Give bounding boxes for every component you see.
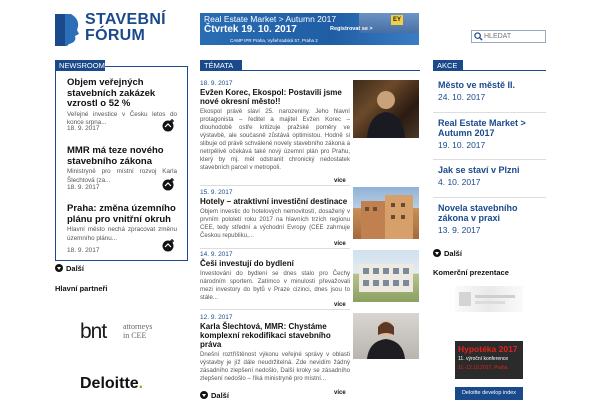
akce-more-link[interactable] [433, 248, 462, 258]
news-date: 18. 9. 2017 [67, 125, 100, 132]
article-text: Objem investic do hotelových nemovitostí, dosažený v prvním pololetí roku 2017 na hlavních trzích regionu CEE, tedy střední a východní Evropy (CEE zahrnuje Českou republiku,... [200, 208, 350, 239]
person-photo-icon [353, 313, 419, 359]
event-item[interactable] [438, 118, 548, 150]
article-text: Dnešní roztříštěnost výkonu veřejné správy v oblasti výstavby je jíž dále neudržitelná. Zde nevidím žádný zásadního zlepšení nedošlo, Další kroky se zásadního zlepšení nedošlo – říká ministryně pro místní... [200, 351, 350, 382]
hypoteka-title: Hypotéka 2017 [458, 344, 518, 354]
search-icon[interactable] [474, 32, 483, 41]
article[interactable] [200, 314, 350, 383]
news-text: Hlavní město nechá zpracovat změnu územního plánu... [67, 226, 177, 242]
temata-more-link[interactable] [200, 390, 229, 400]
newsroom-more-link[interactable] [55, 263, 84, 273]
more-label: Další [211, 391, 229, 400]
news-text: Veřejné investice v Česku letos do konce srpna... [67, 110, 177, 126]
article[interactable] [200, 189, 350, 240]
event-date: 13. 9. 2017 [438, 225, 481, 235]
bnt-logo-subtext-1: attorneys [123, 322, 153, 331]
event-title[interactable]: Real Estate Market > Autumn 2017 [438, 118, 526, 138]
banner-partner-logo: EY [392, 17, 401, 23]
header-banner[interactable] [200, 13, 419, 45]
chevron-down-icon [433, 249, 441, 257]
more-label: Další [444, 249, 462, 258]
event-divider [433, 159, 546, 160]
bnt-logo-subtext-2: in CEE [123, 331, 147, 340]
article-photo[interactable] [353, 187, 419, 239]
banner-venue: CAMP IPR Praha, Vyšehradská 57, Praha 2 [230, 38, 318, 43]
article-divider [200, 248, 350, 249]
banner-date: Čtvrtek 19. 10. 2017 [204, 24, 297, 35]
article-more-link[interactable]: více [334, 390, 346, 396]
search-box [471, 30, 546, 43]
akce-heading: AKCE [433, 60, 463, 71]
event-divider [433, 197, 546, 198]
logo-line1: STAVEBNÍ [85, 11, 166, 28]
article-text: Ekospol právě slaví 25. narozeniny. Jeho hlavní protagonista – ředitel a majitel Evžen Korec – dlouhodobě ostře kritizuje pražské poměry ve výstavbě, ale současně zůstává optimistou. Hodně si slibuje od právě schválené novely stavebního zákona a netrpělivě očekává také nový územní plán pro Prahu, který by mj. měl odstranit chronický nedostatek stavebních parcel v metropoli. [200, 108, 350, 171]
apartment-photo-icon [353, 250, 419, 302]
banner-title: Real Estate Market > Autumn 2017 [204, 14, 337, 24]
chevron-down-icon [200, 391, 208, 399]
article-date: 12. 9. 2017 [200, 314, 233, 321]
news-text: Ministryně pro místní rozvoj Karla Šlechtová (za... [67, 168, 177, 184]
article-more-link[interactable]: více [334, 178, 346, 184]
temata-divider [200, 70, 420, 71]
article-title[interactable]: Karla Šlechtová, MMR: Chystáme komplexní rekodifikaci stavebního práva [200, 322, 331, 349]
article[interactable] [200, 80, 350, 172]
article-date: 18. 9. 2017 [200, 80, 233, 87]
commercial-heading: Komerční prezentace [433, 268, 509, 277]
person-photo-icon [353, 80, 419, 138]
article-divider [200, 309, 350, 310]
promo-banner-1[interactable] [455, 286, 523, 312]
article-title[interactable]: Hotely – atraktivní investiční destinace [200, 197, 348, 206]
share-icon[interactable] [161, 177, 175, 191]
news-title[interactable]: Objem veřejných stavebních zakázek vzrostl o 52 % [67, 77, 156, 109]
event-date: 19. 10. 2017 [438, 140, 486, 150]
event-date: 24. 10. 2017 [438, 92, 486, 102]
bnt-logo-text: bnt [80, 320, 107, 343]
event-item[interactable] [438, 165, 548, 187]
article-more-link[interactable]: více [334, 241, 346, 247]
event-item[interactable] [438, 80, 548, 102]
hypoteka-subtitle: 11. výroční konference [458, 356, 509, 362]
event-title[interactable]: Město ve městě II. [438, 80, 516, 90]
chevron-down-icon [55, 264, 63, 272]
deloitte-index-banner[interactable]: Deloitte develop index [455, 387, 523, 400]
banner-register[interactable]: Registrovat se > [330, 26, 373, 32]
deloitte-logo-text: Deloitte [80, 375, 139, 392]
article-title[interactable]: Evžen Korec, Ekospol: Postavili jsme nové okresní město!! [200, 88, 342, 106]
hypoteka-banner[interactable] [455, 341, 523, 379]
article-photo[interactable] [353, 250, 419, 302]
search-input[interactable] [484, 31, 544, 42]
article-date: 14. 9. 2017 [200, 251, 233, 258]
news-title[interactable]: MMR má teze nového stavebního zákona [67, 145, 164, 167]
event-title[interactable]: Jak se staví v Plzni [438, 165, 520, 175]
temata-heading: TÉMATA [200, 60, 242, 71]
newsroom-heading: NEWSROOM [55, 60, 105, 71]
bnt-logo-subtext [123, 322, 152, 340]
deloitte-logo[interactable] [80, 375, 143, 393]
article[interactable] [200, 251, 350, 302]
deloitte-logo-dot: . [138, 375, 144, 392]
article-more-link[interactable]: více [334, 302, 346, 308]
promo-image-icon [455, 286, 523, 312]
building-photo-icon [353, 187, 419, 239]
more-label: Další [66, 264, 84, 273]
event-title[interactable]: Novela stavebního zákona v praxi [438, 203, 518, 223]
news-date: 18. 9. 2017 [67, 247, 100, 254]
news-date: 18. 9. 2017 [67, 184, 100, 191]
logo-text [85, 12, 166, 44]
partners-heading: Hlavní partneři [55, 284, 108, 293]
article-photo[interactable] [353, 313, 419, 359]
share-icon[interactable] [161, 238, 175, 252]
site-logo[interactable] [55, 11, 166, 48]
event-divider [433, 112, 546, 113]
article-photo[interactable] [353, 80, 419, 138]
article-text: Investování do bydlení se dnes stalo pro Čechy národním sportem. Zatímco v minulosti převažovali mezi investory do bytů v Praze cizinci, dnes jsou to stále... [200, 270, 350, 301]
share-icon[interactable] [161, 118, 175, 132]
bnt-logo[interactable] [80, 320, 153, 344]
logo-head-icon [55, 14, 81, 46]
article-title[interactable]: Češi investují do bydlení [200, 259, 294, 268]
logo-line2: FÓRUM [85, 27, 146, 44]
news-title[interactable]: Praha: změna územního plánu pro vnitřní okruh [67, 203, 176, 225]
article-date: 15. 9. 2017 [200, 189, 233, 196]
event-date: 4. 10. 2017 [438, 177, 481, 187]
event-item[interactable] [438, 203, 548, 235]
hypoteka-date: 11.-12.10.2017, Praha [458, 365, 508, 371]
akce-divider [433, 70, 546, 71]
article-divider [200, 185, 350, 186]
